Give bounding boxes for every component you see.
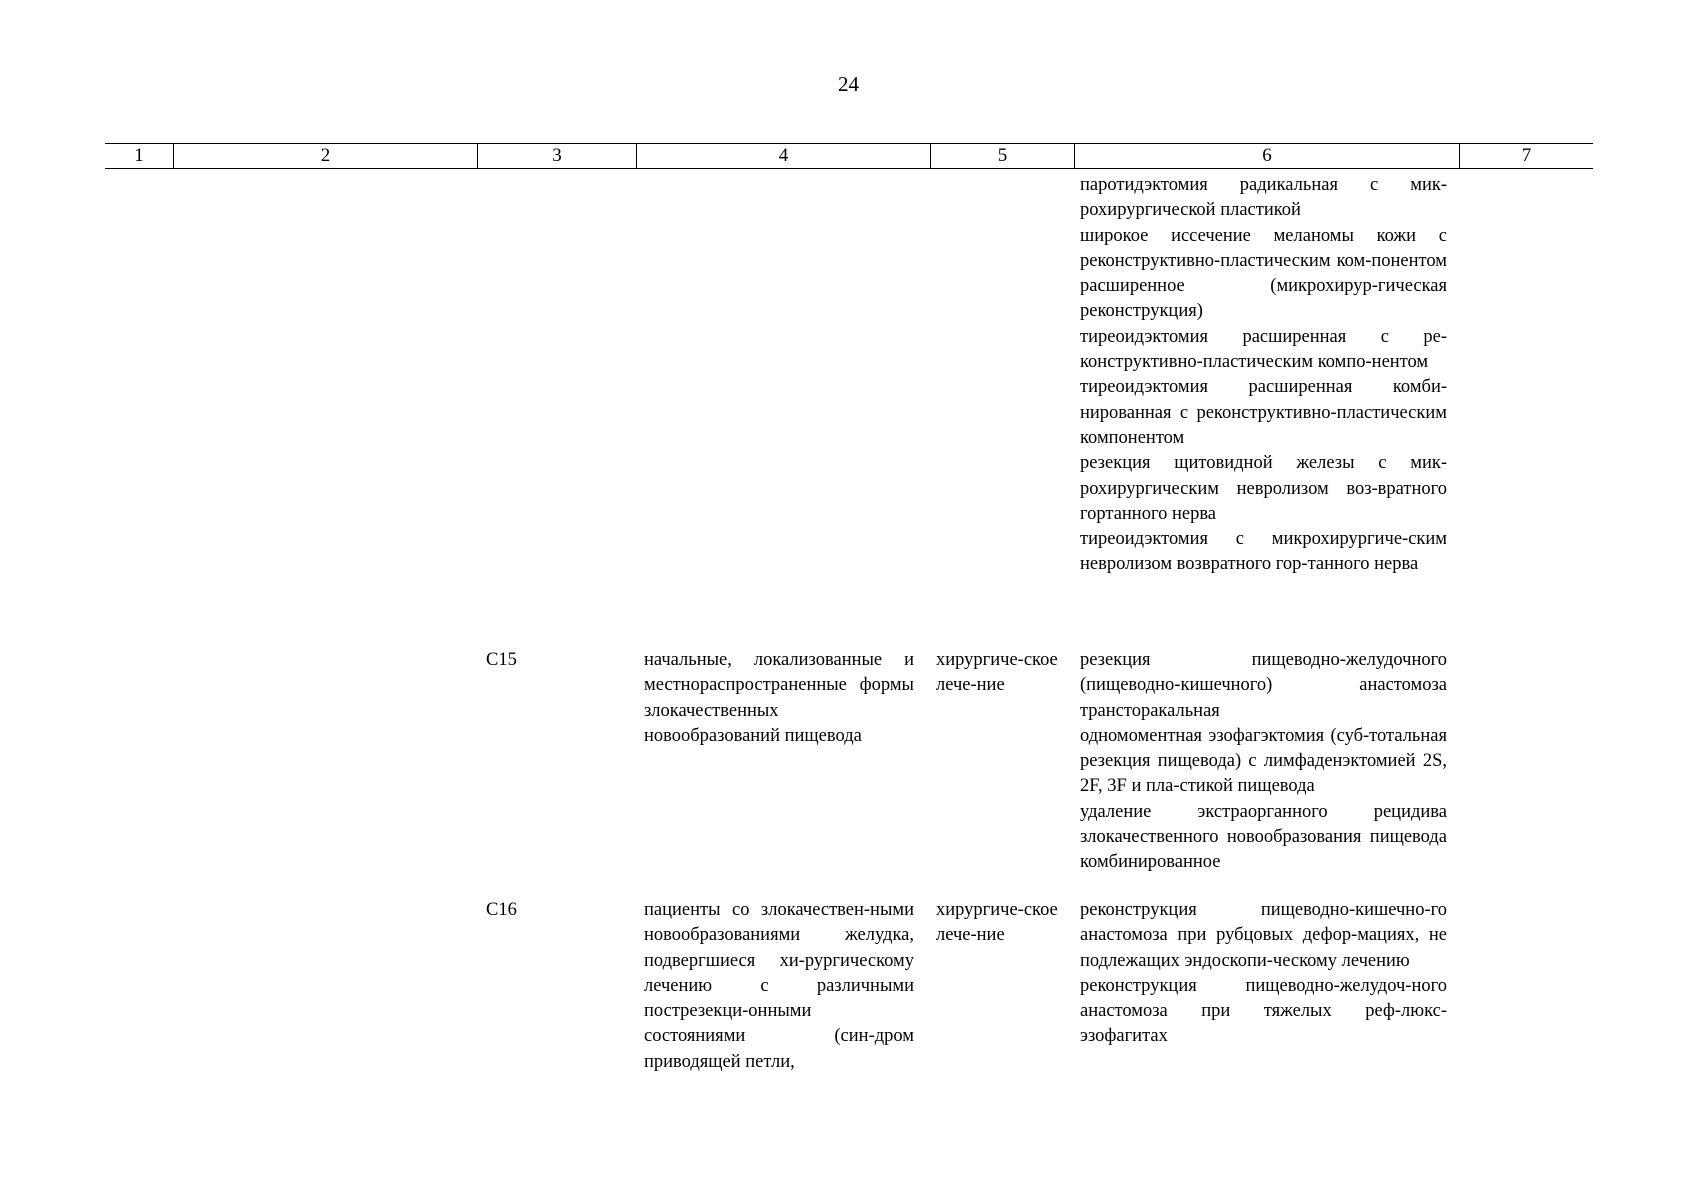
- row-c16-patients: [644, 898, 914, 1075]
- procedure-item: тиреоидэктомия с микрохирургиче-ским невролизом возвратного гор-танного нерва: [1080, 529, 1447, 575]
- header-col-5: 5: [930, 144, 1074, 168]
- treatment-text: хирургиче-ское лече-ние: [936, 900, 1058, 946]
- patients-text: начальные, локализованные и местнораспространенные формы злокачественных новообразований пищевода: [644, 650, 914, 746]
- table-header-row: [105, 143, 1593, 169]
- row-c15-code: C15: [486, 650, 517, 670]
- procedure-item: одномоментная эзофагэктомия (суб-тотальная резекция пищевода) с лимфаденэктомией 2S, 2F, 3F и пла-стикой пищевода: [1080, 725, 1447, 797]
- header-col-3: 3: [477, 144, 636, 168]
- row-c16-code: C16: [486, 900, 517, 920]
- header-col-2: 2: [173, 144, 477, 168]
- procedure-item: реконструкция пищеводно-желудоч-ного анастомоза при тяжелых реф-люкс-эзофагитах: [1080, 975, 1447, 1047]
- page-number: 24: [838, 72, 859, 96]
- procedure-item: тиреоидэктомия расширенная с ре-конструктивно-пластическим компо-нентом: [1080, 326, 1447, 373]
- row-c15-procedures: [1080, 648, 1447, 876]
- patients-text: пациенты со злокачествен-ными новообразованиями желудка, подвергшиеся хи-рургическому лечению с различными пострезекци-онными состояниями (син-дром приводящей петли,: [644, 900, 914, 1072]
- procedure-item: резекция щитовидной железы с мик-рохирургическим невролизом воз-вратного гортанного нерва: [1080, 453, 1447, 524]
- procedure-item: реконструкция пищеводно-кишечно-го анастомоза при рубцовых дефор-мациях, не подлежащих эндоскопи-ческому лечению: [1080, 900, 1447, 971]
- procedure-item: резекция пищеводно-желудочного (пищеводно-кишечного) анастомоза трансторакальная: [1080, 650, 1447, 721]
- treatment-text: хирургиче-ское лече-ние: [936, 650, 1058, 696]
- continued-procedures: [1080, 173, 1447, 578]
- header-col-4: 4: [636, 144, 930, 168]
- header-col-6: 6: [1074, 144, 1459, 168]
- procedure-item: удаление экстраорганного рецидива злокачественного новообразования пищевода комбинированное: [1080, 801, 1447, 873]
- procedure-item: тиреоидэктомия расширенная комби-нированная с реконструктивно-пластическим компонентом: [1080, 377, 1447, 448]
- row-c16-procedures: [1080, 898, 1447, 1050]
- row-c16-treatment: [936, 898, 1060, 949]
- procedure-item: паротидэктомия радикальная с мик-рохирургической пластикой: [1080, 175, 1447, 221]
- header-col-7: 7: [1459, 144, 1593, 168]
- header-col-1: 1: [134, 145, 144, 166]
- row-c15-patients: [644, 648, 914, 749]
- row-c15-treatment: [936, 648, 1060, 699]
- procedure-item: широкое иссечение меланомы кожи с реконструктивно-пластическим ком-понентом расширенное (микрохирур-гическая реконструкция): [1080, 225, 1447, 322]
